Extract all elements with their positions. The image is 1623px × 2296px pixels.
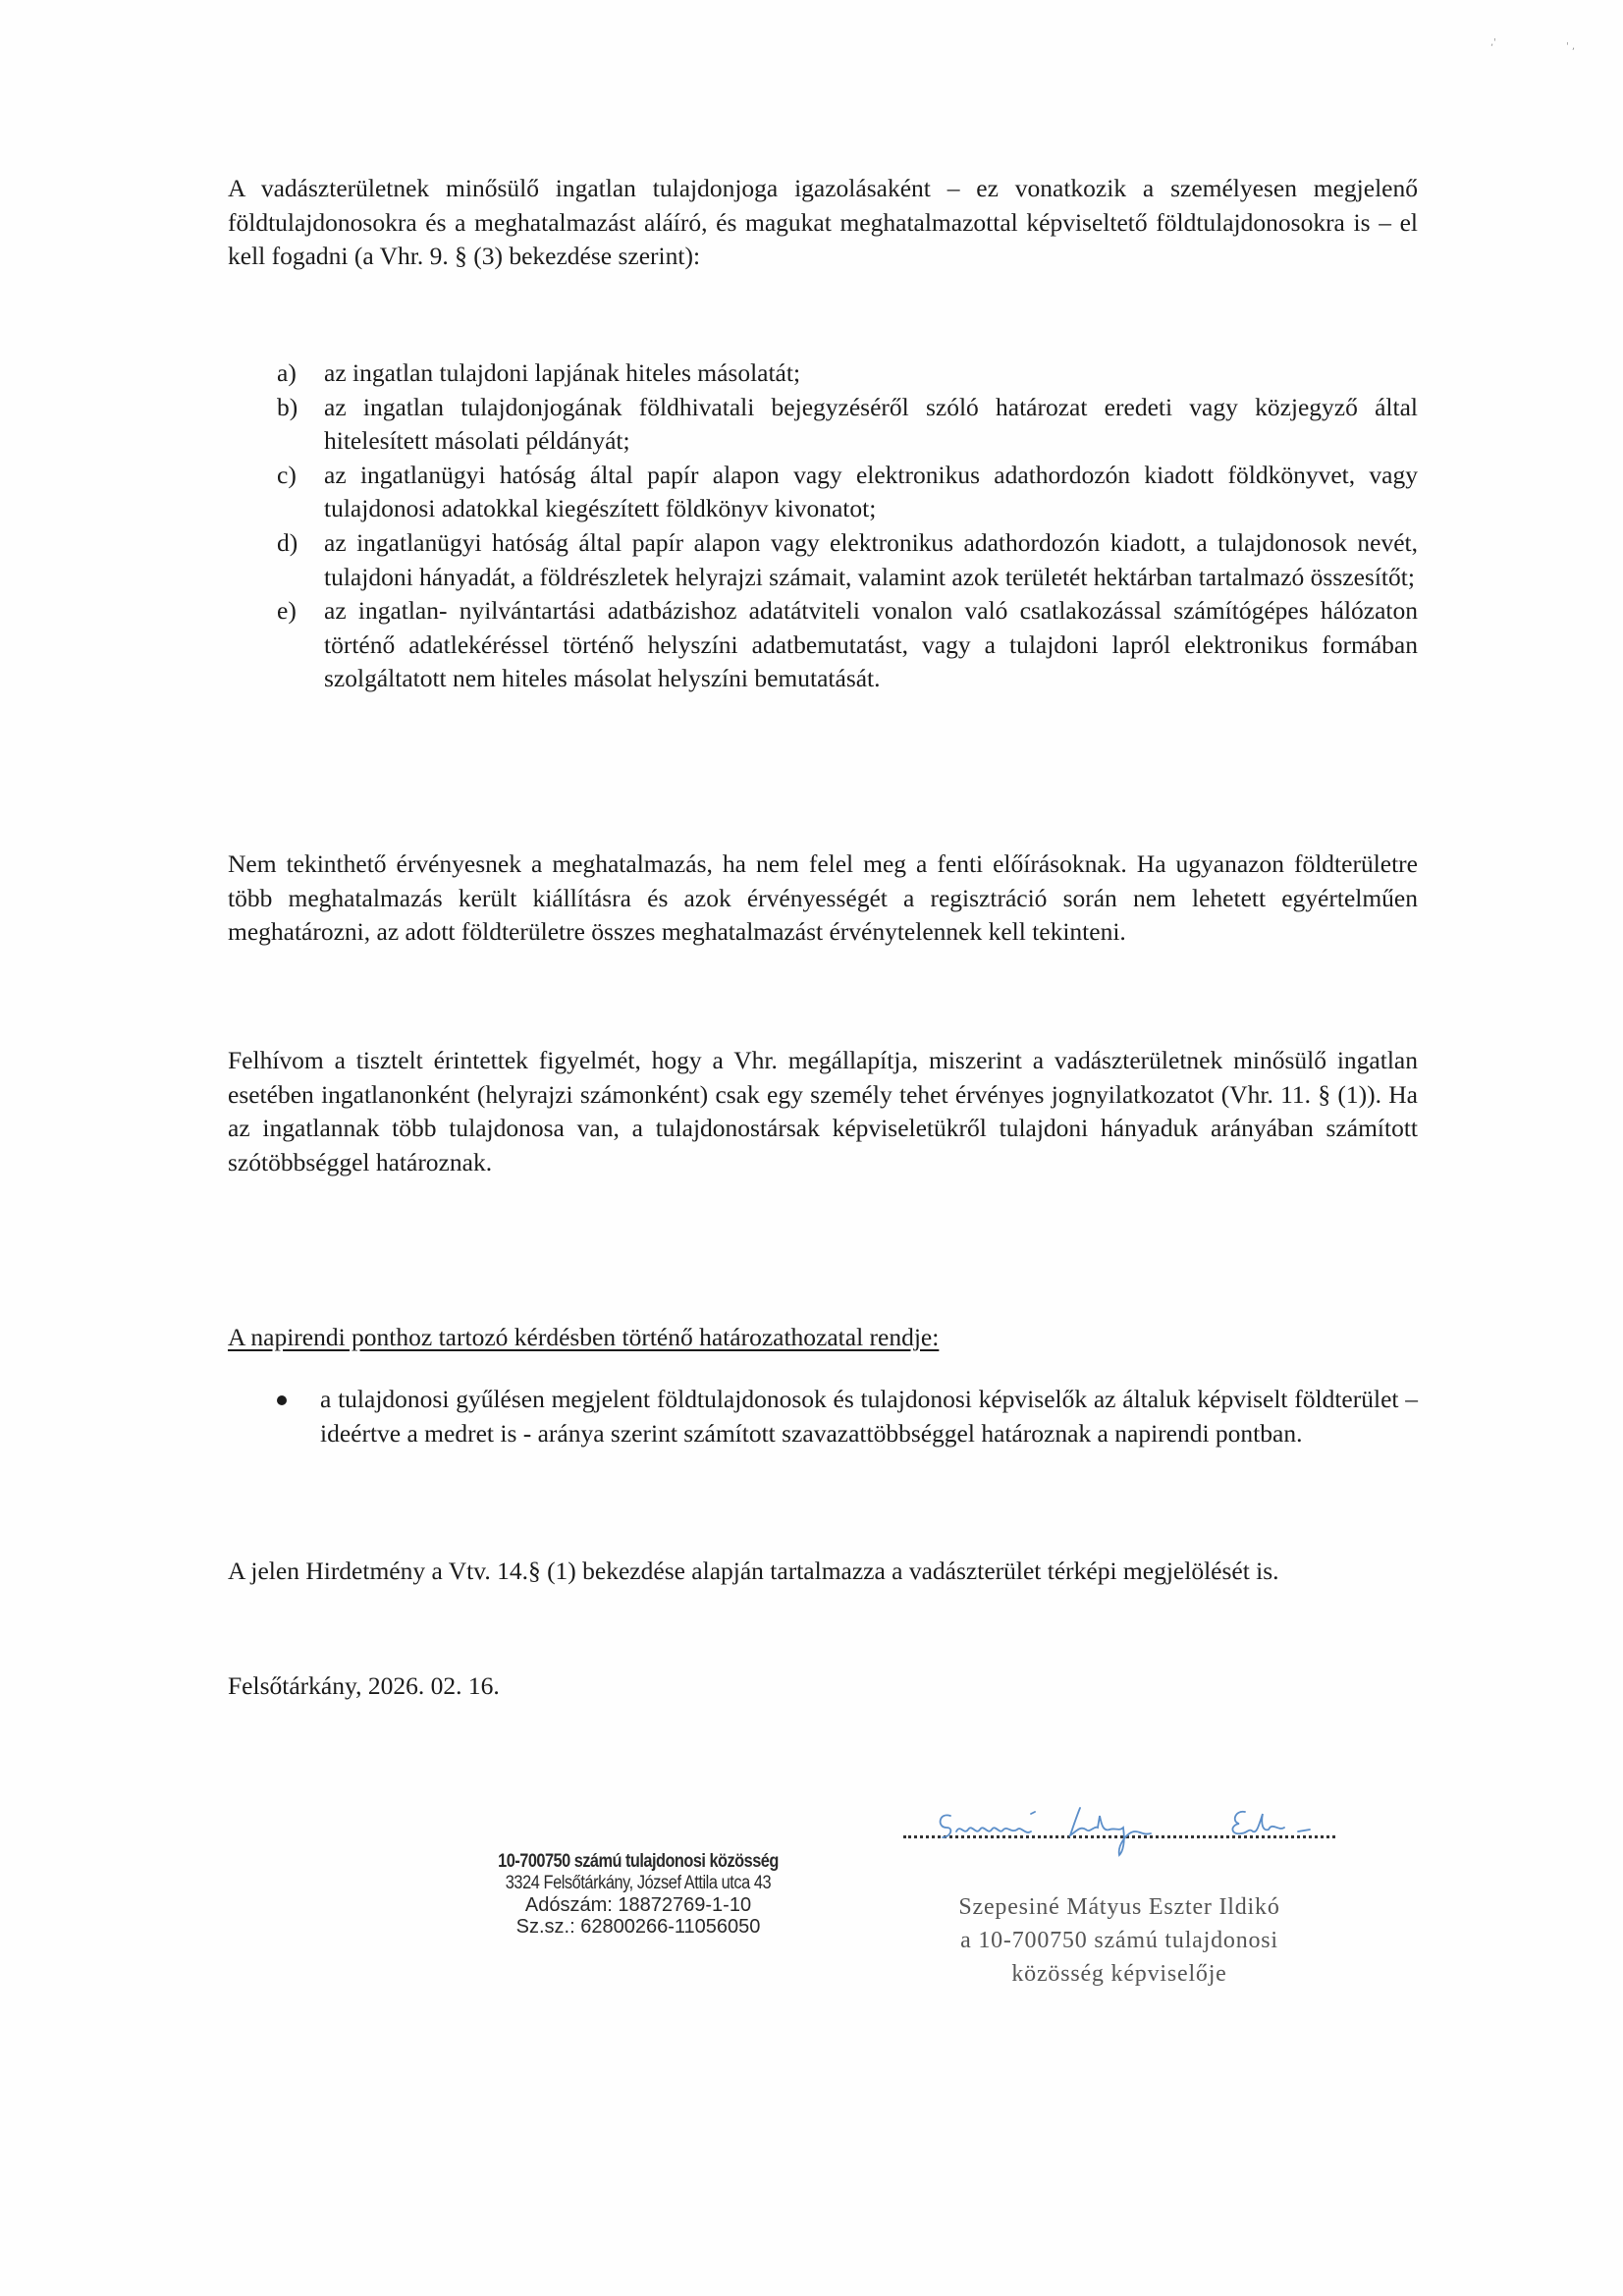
evidence-list <box>228 356 1418 696</box>
intro-paragraph: A vadászterületnek minősülő ingatlan tulajdonjoga igazolásaként – ez vonatkozik a személyesen megjelenő földtulajdonosokra és a meghatalmazást aláíró, és magukat meghatalmazottal képviseltető földtulajdonosokra is – el kell fogadni (a Vhr. 9. § (3) bekezdése szerint): <box>228 174 1418 271</box>
signer-name: Szepesiné Mátyus Eszter Ildikó <box>958 1894 1280 1920</box>
bullet-item-text: a tulajdonosi gyűlésen megjelent földtulajdonosok és tulajdonosi képviselők az általuk képviselt földterület – ideértve a medret is - aránya szerint számított szavazattöbbséggel határoznak a napirendi pontban. <box>320 1385 1418 1448</box>
list-item <box>228 594 1418 696</box>
validity-paragraph: Nem tekinthető érvényesnek a meghatalmazás, ha nem felel meg a fenti előírásoknak. Ha ugyanazon földterületre több meghatalmazás került kiállításra és azok érvényességét a regisztráció során nem lehetett egyértelműen meghatározni, az adott földterületre összes meghatalmazást érvénytelennek kell tekinteni. <box>228 849 1418 947</box>
signer-block <box>893 1890 1345 1991</box>
scan-artifact: ' , <box>1566 41 1576 52</box>
voting-rules-list <box>228 1383 1418 1450</box>
list-item <box>228 526 1418 594</box>
notice-paragraph: Felhívom a tisztelt érintettek figyelmét, hogy a Vhr. megállapítja, miszerint a vadászterületnek minősülő ingatlan esetében ingatlanonként (helyrajzi számonként) csak egy személy tehet érvényes jognyilatkozatot (Vhr. 11. § (1)). Ha az ingatlannak több tulajdonosa van, a tulajdonostársak képviseletükről tulajdoni hányaduk arányában számított szótöbbséggel határoznak. <box>228 1046 1418 1176</box>
list-item-text: az ingatlan- nyilvántartási adatbázishoz adatátviteli vonalon való csatlakozással számítógépes hálózaton történő adatlekéréssel történő helyszíni adatbemutatást, vagy a tulajdoni lapról elektronikus formában szolgáltatott nem hiteles másolat helyszíni bemutatását. <box>324 596 1418 693</box>
stamp-bank-account: Sz.sz.: 62800266-11056050 <box>515 1916 761 1938</box>
bullet-item <box>228 1383 1418 1450</box>
list-marker: b) <box>277 392 298 421</box>
list-item <box>228 391 1418 459</box>
list-item-text: az ingatlan tulajdonjogának földhivatali bejegyzéséről szóló határozat eredeti vagy közjegyző által hitelesített másolati példányát; <box>324 392 1418 456</box>
list-item-text: az ingatlanügyi hatóság által papír alapon vagy elektronikus adathordozón kiadott földkönyvet, vagy tulajdonosi adatokkal kiegészített földkönyv kivonatot; <box>324 460 1418 523</box>
signer-role-continued: közösség képviselője <box>1011 1961 1227 1987</box>
handwritten-signature-icon <box>933 1802 1355 1859</box>
organization-stamp <box>452 1851 825 1938</box>
map-paragraph: A jelen Hirdetmény a Vtv. 14.§ (1) bekezdése alapján tartalmazza a vadászterület térképi megjelölését is. <box>228 1557 1279 1585</box>
place-date: Felsőtárkány, 2026. 02. 16. <box>228 1671 500 1700</box>
list-item <box>228 459 1418 526</box>
list-marker: a) <box>277 358 297 387</box>
list-item <box>228 356 1418 391</box>
list-marker: c) <box>277 460 297 489</box>
stamp-address: 3324 Felsőtárkány, József Attila utca 43 <box>505 1873 772 1893</box>
list-marker: e) <box>277 596 297 626</box>
list-item-text: az ingatlan tulajdoni lapjának hiteles másolatát; <box>324 358 801 387</box>
list-marker: d) <box>277 527 298 557</box>
bullet-icon <box>277 1395 287 1405</box>
stamp-tax-number: Adószám: 18872769-1-10 <box>524 1894 752 1916</box>
scan-artifact: ,' <box>1490 37 1496 48</box>
section-heading: A napirendi ponthoz tartozó kérdésben történő határozathozatal rendje: <box>228 1323 940 1351</box>
signature-area <box>903 1802 1355 1861</box>
stamp-org-name: 10-700750 számú tulajdonosi közösség <box>498 1851 779 1872</box>
signer-role: a 10-700750 számú tulajdonosi <box>960 1928 1278 1953</box>
list-item-text: az ingatlanügyi hatóság által papír alapon vagy elektronikus adathordozón kiadott, a tulajdonosok nevét, tulajdoni hányadát, a földrészletek helyrajzi számait, valamint azok területét hektárban tartalmazó összesítőt; <box>324 527 1418 591</box>
